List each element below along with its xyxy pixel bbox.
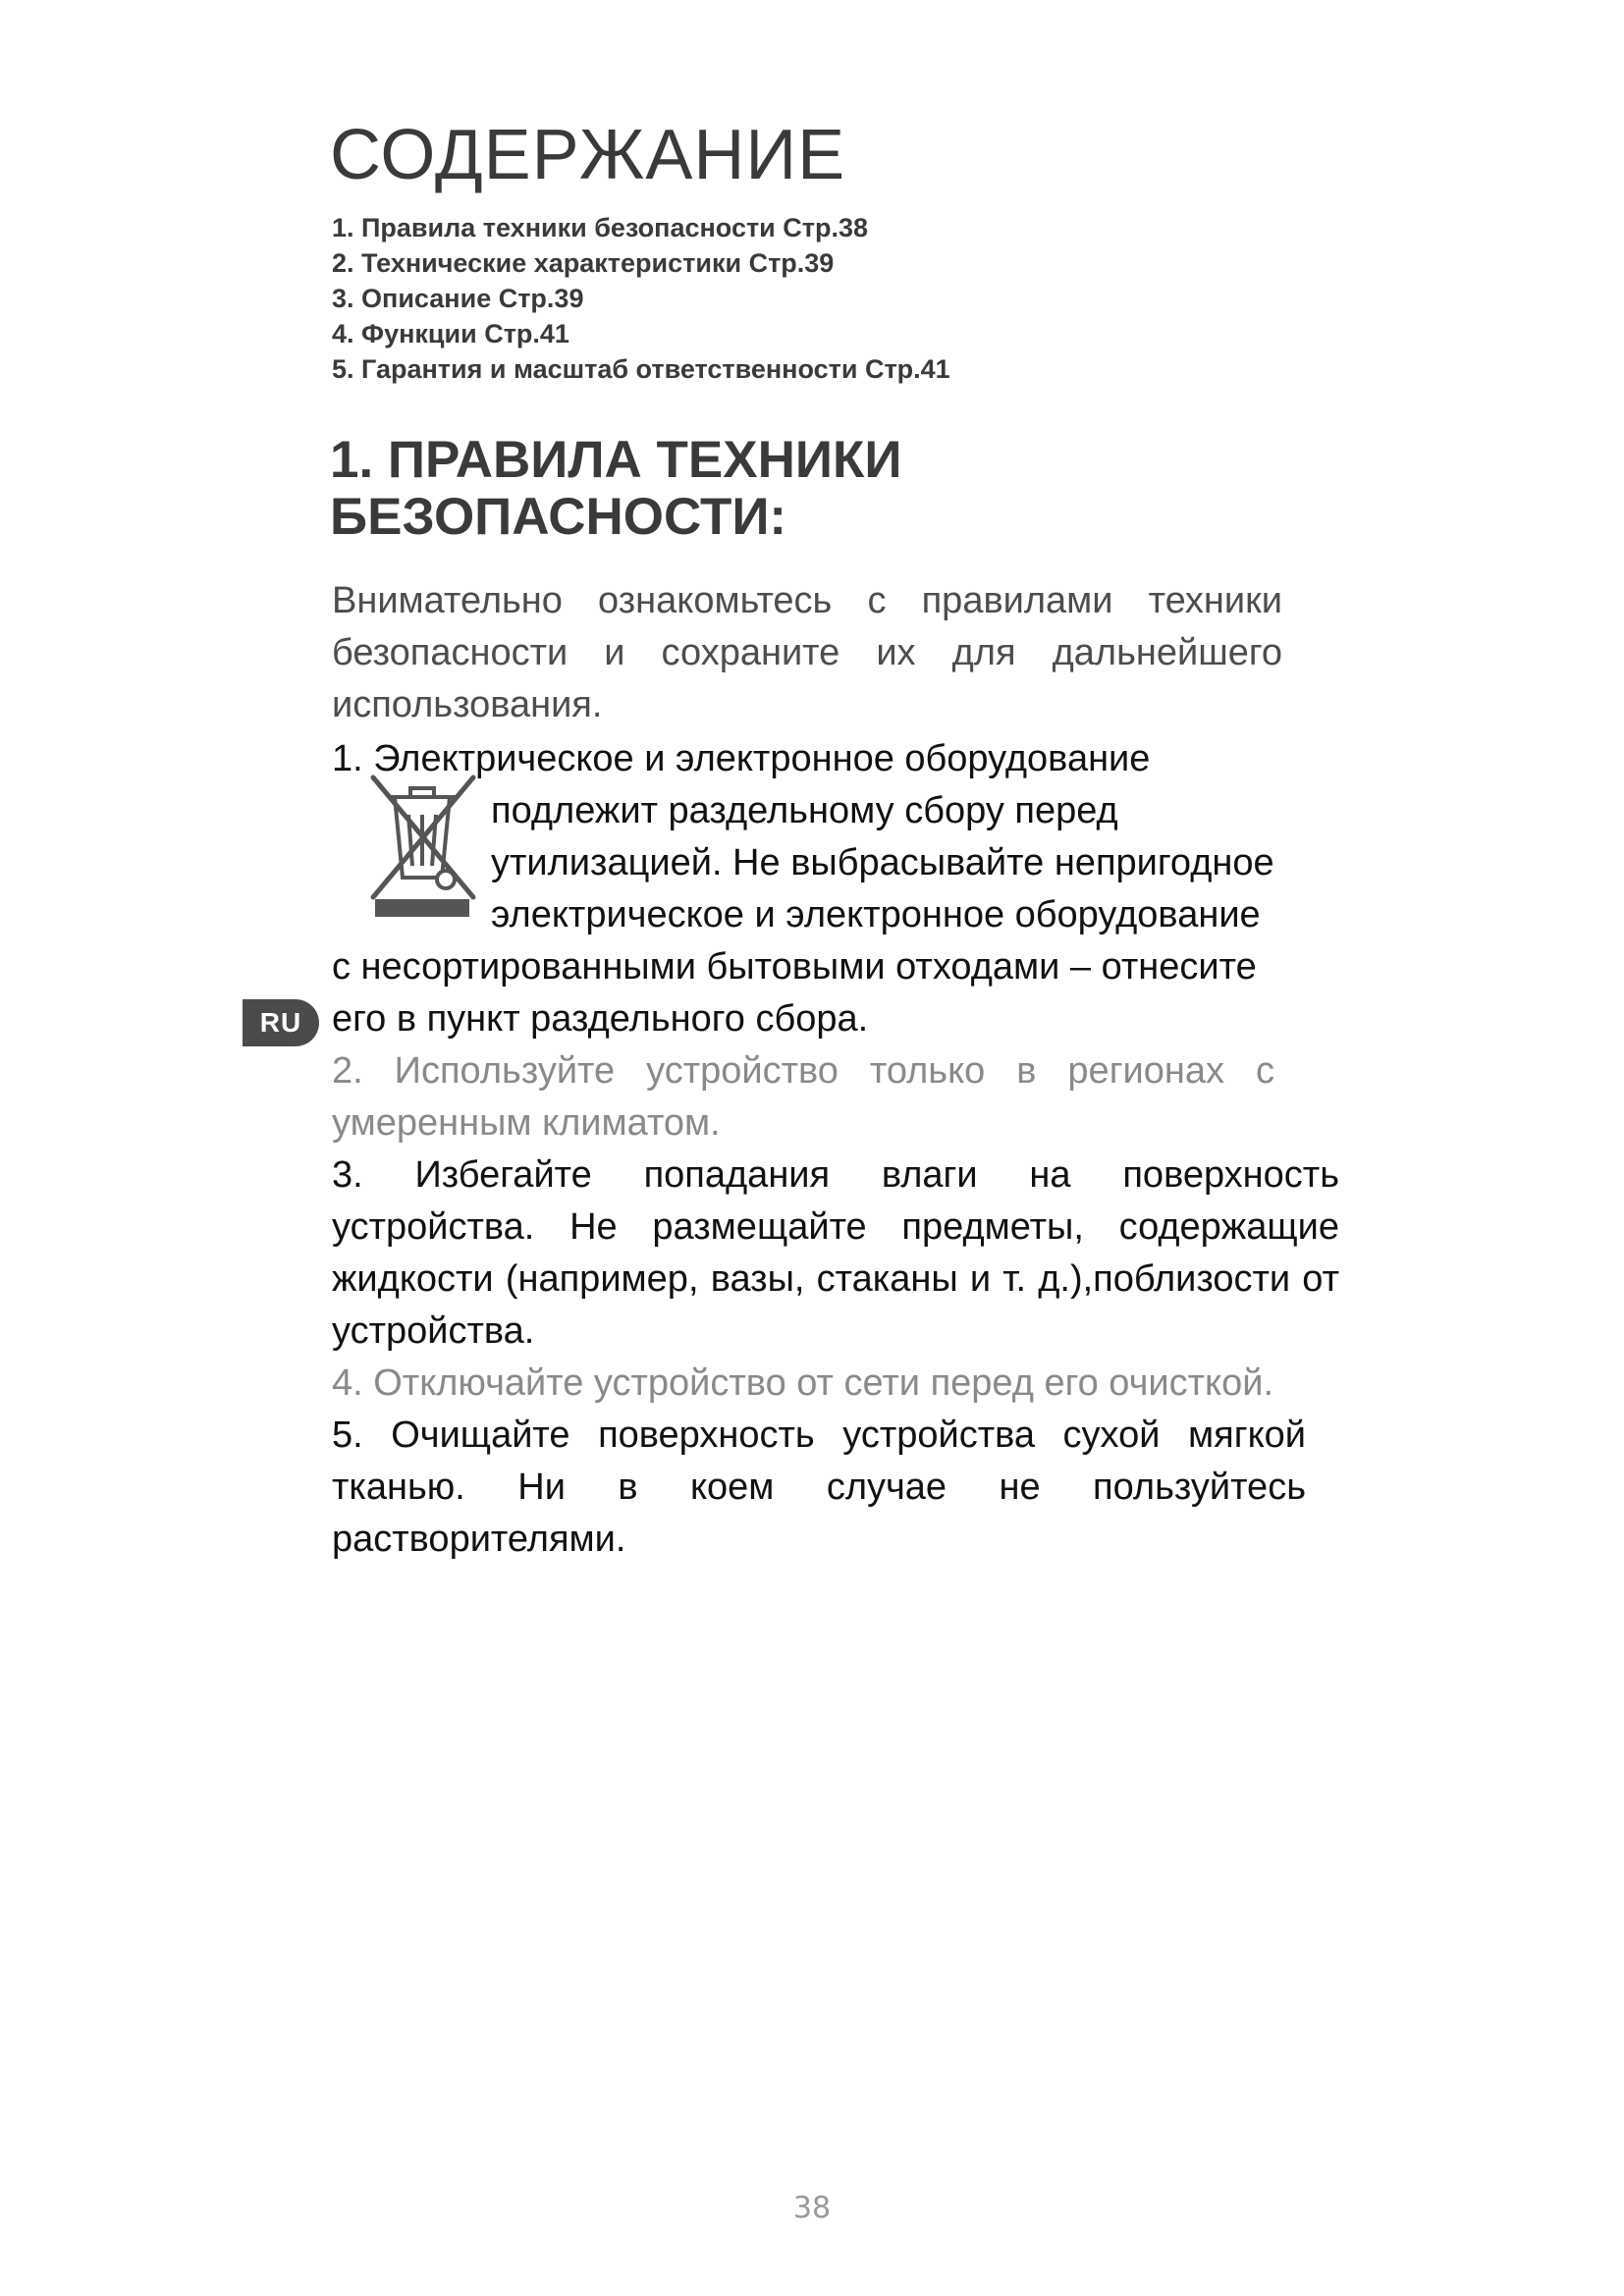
section-title-line: 1. ПРАВИЛА ТЕХНИКИ: [330, 431, 902, 489]
toc-item: 3. Описание Стр.39: [332, 284, 584, 313]
rule-4: 4. Отключайте устройство от сети перед его очисткой.: [332, 1362, 1273, 1404]
toc-item: 2. Технические характеристики Стр.39: [332, 248, 835, 278]
section-title: [330, 432, 901, 546]
rule-3: 3. Избегайте попадания влаги на поверхность устройства. Не размещайте предметы, содержащие жидкости (например, вазы, стаканы и т. д.),поблизости от устройства.: [332, 1154, 1339, 1352]
toc-item: 1. Правила техники безопасности Стр.38: [332, 213, 869, 242]
rule-1-line: с несортированными бытовыми отходами – отнесите: [332, 946, 1257, 988]
rule-1-line: 1. Электрическое и электронное оборудование: [332, 738, 1151, 779]
toc-item: 4. Функции Стр.41: [332, 319, 569, 348]
page-number: 38: [792, 2191, 832, 2225]
rule-2: 2. Используйте устройство только в регионах с умеренным климатом.: [332, 1050, 1274, 1144]
intro-paragraph: Внимательно ознакомьтесь с правилами техники безопасности и сохраните их для дальнейшего использования.: [332, 580, 1282, 725]
rule-1-line: электрическое и электронное оборудование: [491, 894, 1261, 935]
rule-5: 5. Очищайте поверхность устройства сухой мягкой тканью. Ни в коем случае не пользуйтесь растворителями.: [332, 1415, 1306, 1560]
toc-item: 5. Гарантия и масштаб ответственности Стр.41: [332, 354, 950, 384]
rule-1-line: утилизацией. Не выбрасывайте непригодное: [491, 842, 1274, 883]
language-tab: RU: [243, 999, 319, 1046]
rule-1-wrapped-text: [491, 785, 1274, 941]
table-of-contents: [332, 210, 950, 387]
rule-1-line: подлежит раздельному сбору перед: [491, 790, 1118, 831]
section-title-line: БЕЗОПАСНОСТИ:: [330, 488, 787, 546]
toc-title: СОДЕРЖАНИЕ: [330, 116, 846, 194]
weee-bin-icon: [363, 758, 481, 917]
rule-1-line: его в пункт раздельного сбора.: [332, 998, 869, 1040]
